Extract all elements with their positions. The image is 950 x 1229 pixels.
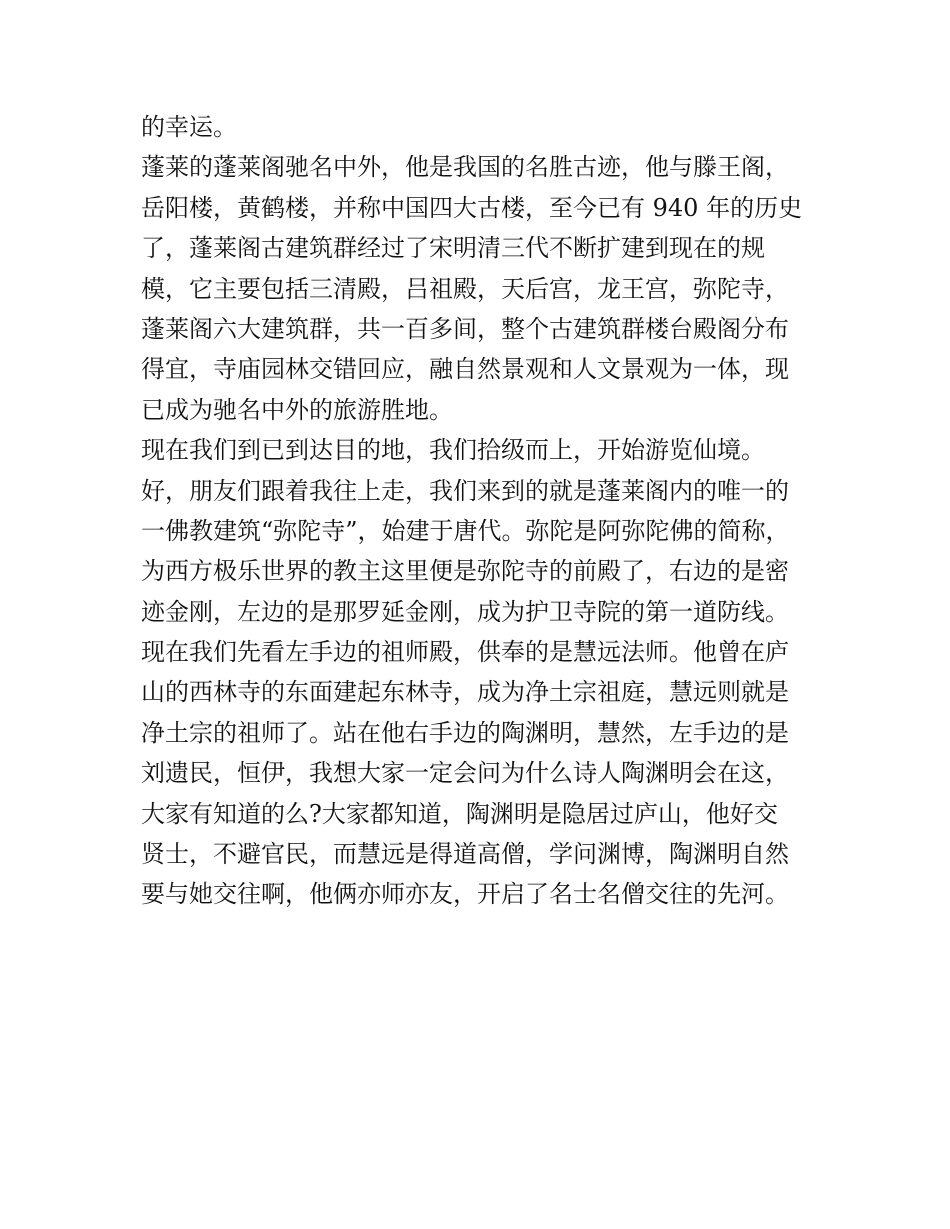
text-line: 得宜，寺庙园林交错回应，融自然景观和人文景观为一体，现	[141, 355, 789, 384]
text-line: 了，蓬莱阁古建筑群经过了宋明清三代不断扩建到现在的规	[141, 234, 765, 263]
text-line: 大家有知道的么?大家都知道，陶渊明是隐居过庐山，他好交	[141, 799, 778, 828]
text-line: 要与她交往啊，他俩亦师亦友，开启了名士名僧交往的先河。	[141, 880, 789, 909]
body-text	[141, 107, 821, 915]
text-line: 好，朋友们跟着我往上走，我们来到的就是蓬莱阁内的唯一的	[141, 476, 789, 505]
text-line: 山的西林寺的东面建起东林寺，成为净土宗祖庭，慧远则就是	[141, 678, 789, 707]
text-line: 贤士，不避官民，而慧远是得道高僧，学问渊博，陶渊明自然	[141, 840, 789, 869]
text-line: 已成为驰名中外的旅游胜地。	[141, 395, 453, 424]
text-line: 一佛教建筑“弥陀寺”，始建于唐代。弥陀是阿弥陀佛的简称，	[141, 516, 790, 545]
text-line: 净土宗的祖师了。站在他右手边的陶渊明，慧然，左手边的是	[141, 718, 789, 747]
text-line: 模，它主要包括三清殿，吕祖殿，天后宫，龙王宫，弥陀寺，	[141, 274, 789, 303]
text-line: 刘遗民，恒伊，我想大家一定会问为什么诗人陶渊明会在这，	[141, 759, 789, 788]
text-line: 现在我们先看左手边的祖师殿，供奉的是慧远法师。他曾在庐	[141, 638, 789, 667]
text-line: 蓬莱阁六大建筑群，共一百多间，整个古建筑群楼台殿阁分布	[141, 314, 789, 343]
text-line: 岳阳楼，黄鹤楼，并称中国四大古楼，至今已有 940 年的历史	[141, 193, 803, 222]
text-line: 蓬莱的蓬莱阁驰名中外，他是我国的名胜古迹，他与滕王阁，	[141, 153, 789, 182]
text-line: 的幸运。	[141, 113, 237, 141]
text-line: 现在我们到已到达目的地，我们拾级而上，开始游览仙境。	[141, 436, 765, 465]
text-line: 迹金刚，左边的是那罗延金刚，成为护卫寺院的第一道防线。	[141, 597, 789, 626]
text-line: 为西方极乐世界的教主这里便是弥陀寺的前殿了，右边的是密	[141, 557, 789, 586]
